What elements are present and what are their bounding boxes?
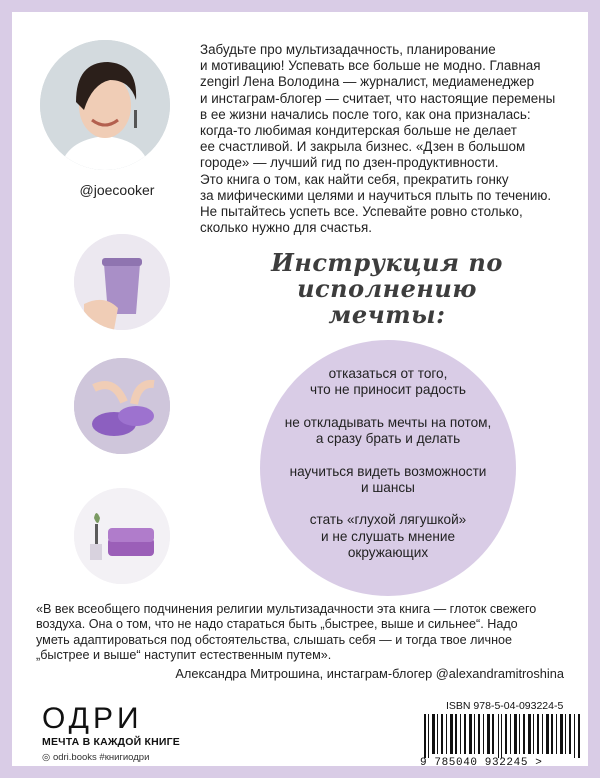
blurb-line: сколько нужно для счастья.: [200, 220, 372, 236]
blurb-line: за мифическими целями и научиться плыть по течению.: [200, 187, 552, 203]
blurb-line: в ее жизни начались после того, как она призналась:: [200, 106, 531, 122]
instruction-line: не откладывать мечты на потом,: [284, 414, 492, 430]
sofa-photo: [74, 488, 170, 584]
instructions-list: [270, 366, 506, 578]
instruction-item: [270, 464, 506, 497]
instruction-line: научиться видеть возможности: [289, 463, 487, 479]
sneakers-photo: [74, 358, 170, 454]
blurb-line: zengirl Лена Володина — журналист, медиаменеджер: [200, 74, 535, 90]
publisher-tagline: МЕЧТА В КАЖДОЙ КНИГЕ: [42, 736, 180, 748]
blurb-line: Не пытайтесь успеть все. Успевайте ровно столько,: [200, 204, 523, 220]
instruction-line: стать «глухой лягушкой»: [309, 512, 467, 528]
isbn-label: ISBN 978-5-04-093224-5: [446, 700, 564, 712]
instruction-line: отказаться от того,: [328, 366, 448, 381]
coffee-cup-photo: [74, 234, 170, 330]
instruction-line: окружающих: [347, 545, 429, 561]
review-quote: [36, 602, 576, 664]
publisher-social-text: odri.books #книгиодри: [52, 752, 150, 763]
instructions-title-line: мечты:: [328, 300, 446, 329]
author-photo: [40, 40, 170, 170]
instruction-item: [270, 512, 506, 561]
instagram-icon: ◎: [42, 752, 51, 763]
instruction-line: и шансы: [361, 480, 415, 496]
quote-line: уметь адаптироваться под обстоятельства, слышать себя — и тогда твое личное: [36, 632, 513, 647]
blurb-line: Это книга о том, как найти себя, прекратить гонку: [200, 171, 509, 187]
publisher-social: [42, 752, 149, 763]
blurb-line: ее счастливой. И закрыла бизнес. «Дзен в большом: [200, 139, 526, 155]
barcode: [422, 714, 586, 758]
blurb-line: и мотивацию! Успевать все больше не модно. Главная: [200, 58, 541, 74]
instruction-line: и не слушать мнение: [320, 528, 456, 544]
instructions-title: [202, 250, 572, 328]
instruction-line: что не приносит радость: [309, 382, 467, 398]
quote-line: „быстрее и выше“ наступит естественным путем».: [36, 648, 332, 663]
blurb-line: и инстаграм-блогер — считает, что настоящие перемены: [200, 90, 556, 106]
blurb-line: городе» — лучший гид по дзен-продуктивности.: [200, 155, 499, 171]
publisher-logo: ОДРИ: [42, 702, 143, 735]
instruction-item: [270, 366, 506, 399]
instruction-item: [270, 415, 506, 448]
instruction-line: а сразу брать и делать: [315, 431, 461, 447]
quote-attribution: Александра Митрошина, инстаграм-блогер @alexandramitroshina: [175, 666, 564, 681]
barcode-digits: 9 785040 932245 >: [420, 757, 543, 769]
instructions-title-line: Инструкция по исполнению: [271, 248, 503, 303]
blurb-line: когда-то любимая кондитерская больше не делает: [200, 123, 517, 139]
author-handle: @joecooker: [79, 182, 155, 198]
blurb-line: Забудьте про мультизадачность, планирование: [200, 42, 496, 57]
book-description: [200, 42, 570, 236]
back-cover: [12, 12, 588, 769]
quote-line: воздуха. Она о том, что не надо стараться быть „быстрее, выше и сильнее“. Надо: [36, 617, 518, 632]
quote-line: «В век всеобщего подчинения религии мультизадачности эта книга — глоток свежего: [36, 602, 537, 616]
